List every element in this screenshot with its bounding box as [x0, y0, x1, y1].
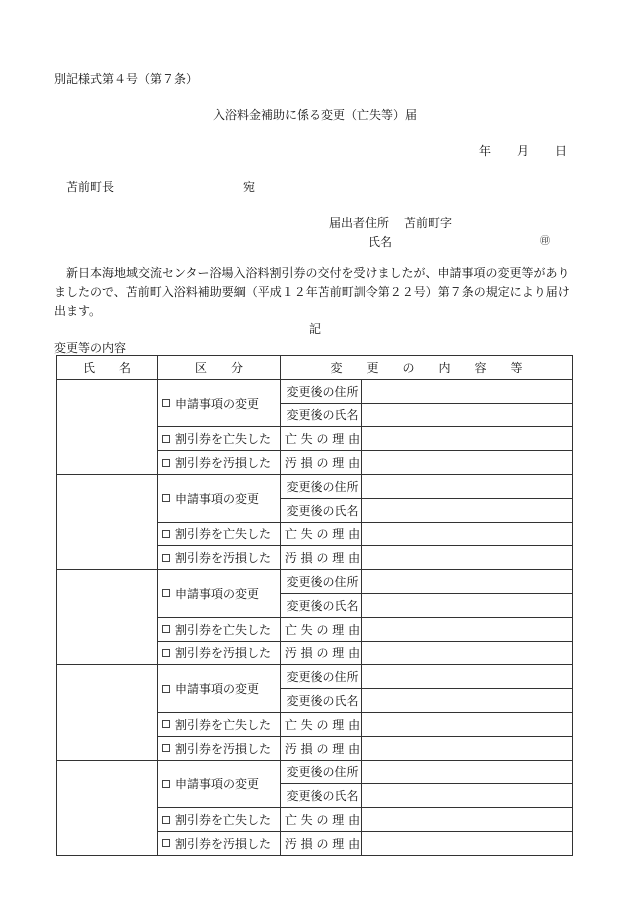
table-row	[57, 760, 573, 784]
option-damaged-cell[interactable]	[158, 451, 281, 475]
new-address-label: 変更後の住所	[281, 474, 362, 498]
new-address-value[interactable]	[362, 379, 573, 403]
damaged-reason-value[interactable]	[362, 641, 573, 665]
damaged-reason-label: 汚 損 の 理 由	[281, 546, 362, 570]
change-details-table	[56, 355, 573, 856]
applicant-name-cell[interactable]	[57, 760, 158, 855]
applicant-name-cell[interactable]	[57, 379, 158, 474]
body-paragraph: 新日本海地域交流センター浴場入浴料割引券の交付を受けましたが、申請事項の変更等がありましたので、苫前町入浴料補助要綱（平成１２年苫前町訓令第２２号）第７条の規定により届け出ます。	[54, 266, 570, 318]
checkbox-icon[interactable]	[162, 744, 170, 752]
option-change-label: 申請事項の変更	[175, 396, 260, 411]
option-change-cell[interactable]	[158, 379, 281, 427]
damaged-reason-value[interactable]	[362, 736, 573, 760]
option-damaged-cell[interactable]	[158, 641, 281, 665]
option-change-label: 申請事項の変更	[175, 777, 260, 792]
option-lost-label: 割引券を亡失した	[175, 432, 272, 447]
lost-reason-value[interactable]	[362, 617, 573, 641]
option-damaged-cell[interactable]	[158, 546, 281, 570]
applicant-name-label: 氏名	[368, 235, 393, 249]
table-body	[57, 379, 573, 855]
damaged-reason-value[interactable]	[362, 451, 573, 475]
checkbox-icon[interactable]	[162, 839, 170, 847]
damaged-reason-value[interactable]	[362, 831, 573, 855]
option-change-label: 申請事項の変更	[175, 586, 260, 601]
damaged-reason-label: 汚 損 の 理 由	[281, 451, 362, 475]
checkbox-icon[interactable]	[162, 399, 170, 407]
option-change-cell[interactable]	[158, 570, 281, 618]
option-damaged-cell[interactable]	[158, 831, 281, 855]
damaged-reason-label: 汚 損 の 理 由	[281, 641, 362, 665]
option-lost-label: 割引券を亡失した	[175, 527, 272, 542]
option-change-label: 申請事項の変更	[175, 682, 260, 697]
applicant-name-cell[interactable]	[57, 665, 158, 760]
table-row	[57, 474, 573, 498]
new-address-value[interactable]	[362, 760, 573, 784]
applicant-address-label: 届出者住所	[329, 216, 390, 230]
damaged-reason-value[interactable]	[362, 546, 573, 570]
document-title: 入浴料金補助に係る変更（亡失等）届	[212, 108, 417, 122]
new-address-value[interactable]	[362, 570, 573, 594]
option-damaged-label: 割引券を汚損した	[175, 551, 272, 566]
option-damaged-label: 割引券を汚損した	[175, 456, 272, 471]
lost-reason-value[interactable]	[362, 808, 573, 832]
option-damaged-label: 割引券を汚損した	[175, 741, 272, 756]
new-name-value[interactable]	[362, 403, 573, 427]
option-lost-label: 割引券を亡失した	[175, 622, 272, 637]
option-lost-cell[interactable]	[158, 712, 281, 736]
checkbox-icon[interactable]	[162, 780, 170, 788]
new-address-label: 変更後の住所	[281, 570, 362, 594]
header-kubun: 区 分	[158, 356, 281, 380]
table-header-row	[57, 356, 573, 380]
applicant-name-cell[interactable]	[57, 474, 158, 569]
header-name: 氏 名	[57, 356, 158, 380]
checkbox-icon[interactable]	[162, 494, 170, 502]
checkbox-icon[interactable]	[162, 720, 170, 728]
lost-reason-label: 亡 失 の 理 由	[281, 712, 362, 736]
addressee: 苫前町長	[66, 180, 115, 194]
checkbox-icon[interactable]	[162, 459, 170, 467]
new-name-value[interactable]	[362, 593, 573, 617]
option-change-cell[interactable]	[158, 665, 281, 713]
new-name-value[interactable]	[362, 784, 573, 808]
lost-reason-label: 亡 失 の 理 由	[281, 427, 362, 451]
option-change-label: 申請事項の変更	[175, 491, 260, 506]
lost-reason-label: 亡 失 の 理 由	[281, 522, 362, 546]
date-day-label: 日	[555, 144, 568, 158]
ki-heading: 記	[308, 322, 321, 336]
applicant-name-cell[interactable]	[57, 570, 158, 665]
lost-reason-value[interactable]	[362, 427, 573, 451]
table-row	[57, 570, 573, 594]
lost-reason-value[interactable]	[362, 522, 573, 546]
option-damaged-cell[interactable]	[158, 736, 281, 760]
date-year-label: 年	[479, 144, 492, 158]
lost-reason-label: 亡 失 の 理 由	[281, 617, 362, 641]
new-address-label: 変更後の住所	[281, 665, 362, 689]
checkbox-icon[interactable]	[162, 435, 170, 443]
option-damaged-label: 割引券を汚損した	[175, 646, 272, 661]
checkbox-icon[interactable]	[162, 625, 170, 633]
checkbox-icon[interactable]	[162, 816, 170, 824]
lost-reason-label: 亡 失 の 理 由	[281, 808, 362, 832]
new-address-value[interactable]	[362, 665, 573, 689]
new-address-value[interactable]	[362, 474, 573, 498]
checkbox-icon[interactable]	[162, 530, 170, 538]
form-number: 別記様式第４号（第７条）	[54, 72, 199, 86]
damaged-reason-label: 汚 損 の 理 由	[281, 831, 362, 855]
checkbox-icon[interactable]	[162, 685, 170, 693]
new-address-label: 変更後の住所	[281, 760, 362, 784]
option-lost-cell[interactable]	[158, 617, 281, 641]
new-address-label: 変更後の住所	[281, 379, 362, 403]
new-name-value[interactable]	[362, 689, 573, 713]
option-damaged-label: 割引券を汚損した	[175, 836, 272, 851]
new-name-label: 変更後の氏名	[281, 403, 362, 427]
table-row	[57, 379, 573, 403]
addressee-suffix: 宛	[243, 180, 256, 194]
seal-mark: ㊞	[540, 236, 550, 247]
checkbox-icon[interactable]	[162, 554, 170, 562]
contents-label: 変更等の内容	[54, 341, 127, 355]
option-lost-label: 割引券を亡失した	[175, 717, 272, 732]
new-name-value[interactable]	[362, 498, 573, 522]
option-change-cell[interactable]	[158, 760, 281, 808]
damaged-reason-label: 汚 損 の 理 由	[281, 736, 362, 760]
new-name-label: 変更後の氏名	[281, 593, 362, 617]
checkbox-icon[interactable]	[162, 649, 170, 657]
table-row	[57, 665, 573, 689]
option-lost-label: 割引券を亡失した	[175, 813, 272, 828]
option-lost-cell[interactable]	[158, 808, 281, 832]
applicant-address-value: 苫前町字	[404, 216, 453, 230]
header-content: 変 更 の 内 容 等	[281, 356, 573, 380]
new-name-label: 変更後の氏名	[281, 689, 362, 713]
lost-reason-value[interactable]	[362, 712, 573, 736]
checkbox-icon[interactable]	[162, 589, 170, 597]
option-lost-cell[interactable]	[158, 427, 281, 451]
date-month-label: 月	[517, 144, 530, 158]
option-lost-cell[interactable]	[158, 522, 281, 546]
new-name-label: 変更後の氏名	[281, 498, 362, 522]
option-change-cell[interactable]	[158, 474, 281, 522]
new-name-label: 変更後の氏名	[281, 784, 362, 808]
